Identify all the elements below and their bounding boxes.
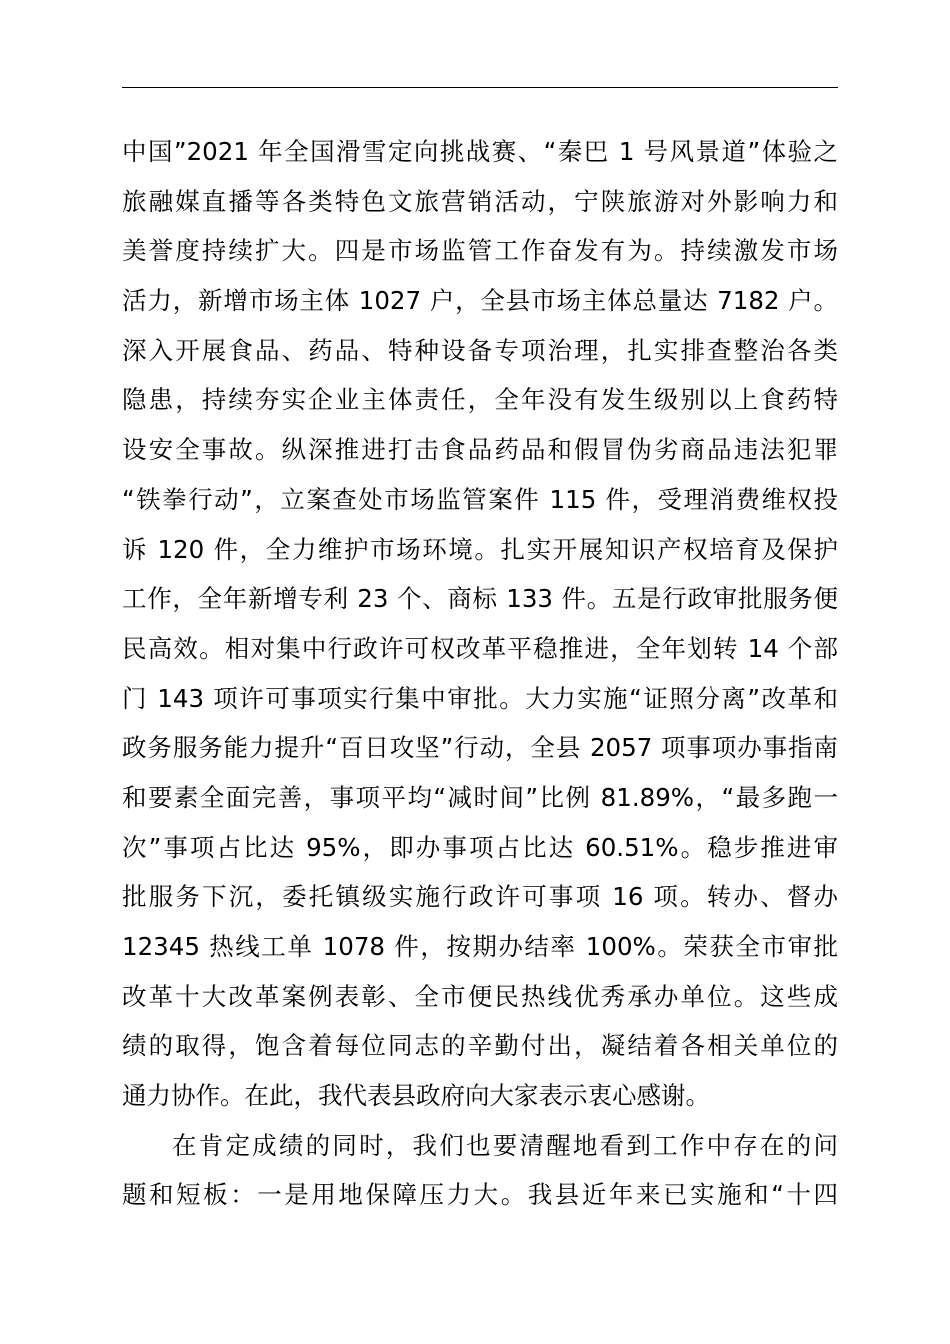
text-line: 活力，新增市场主体 1027 户，全县市场主体总量达 7182 户。 bbox=[122, 286, 838, 316]
text-line: 改革十大改革案例表彰、全市便民热线优秀承办单位。这些成 bbox=[122, 981, 838, 1011]
text-line: 美誉度持续扩大。四是市场监管工作奋发有为。持续激发市场 bbox=[122, 236, 838, 266]
text-line: 诉 120 件，全力维护市场环境。扎实开展知识产权培育及保护 bbox=[122, 534, 838, 564]
text-line: 绩的取得，饱含着每位同志的辛勤付出，凝结着各相关单位的 bbox=[122, 1031, 838, 1061]
text-line: 深入开展食品、药品、特种设备专项治理，扎实排查整治各类 bbox=[122, 335, 838, 365]
text-line: 设安全事故。纵深推进打击食品药品和假冒伪劣商品违法犯罪 bbox=[122, 435, 838, 465]
text-line: 旅融媒直播等各类特色文旅营销活动，宁陕旅游对外影响力和 bbox=[122, 186, 838, 216]
text-line: 和要素全面完善，事项平均“减时间”比例 81.89%，“最多跑一 bbox=[122, 782, 838, 812]
paragraph-first-line: 在肯定成绩的同时，我们也要清醒地看到工作中存在的问 bbox=[172, 1130, 838, 1160]
body-text bbox=[122, 127, 838, 1220]
text-line: 民高效。相对集中行政许可权改革平稳推进，全年划转 14 个部 bbox=[122, 633, 838, 663]
text-line: 次”事项占比达 95%，即办事项占比达 60.51%。稳步推进审 bbox=[122, 832, 838, 862]
text-line: 12345 热线工单 1078 件，按期办结率 100%。荣获全市审批 bbox=[122, 932, 838, 961]
text-line: 批服务下沉，委托镇级实施行政许可事项 16 项。转办、督办 bbox=[122, 882, 838, 912]
text-line: 题和短板：一是用地保障压力大。我县近年来已实施和“十四 bbox=[122, 1180, 838, 1210]
header-divider bbox=[122, 87, 838, 88]
text-line: 通力协作。在此，我代表县政府向大家表示衷心感谢。 bbox=[122, 1081, 710, 1111]
text-line: “铁拳行动”，立案查处市场监管案件 115 件，受理消费维权投 bbox=[122, 484, 838, 514]
text-line: 中国”2021 年全国滑雪定向挑战赛、“秦巴 1 号风景道”体验之 bbox=[122, 137, 838, 166]
text-line: 隐患，持续夯实企业主体责任，全年没有发生级别以上食药特 bbox=[122, 385, 838, 415]
text-line: 政务服务能力提升“百日攻坚”行动，全县 2057 项事项办事指南 bbox=[122, 733, 838, 763]
text-line: 门 143 项许可事项实行集中审批。大力实施“证照分离”改革和 bbox=[122, 683, 838, 713]
text-line: 工作，全年新增专利 23 个、商标 133 件。五是行政审批服务便 bbox=[122, 584, 838, 614]
